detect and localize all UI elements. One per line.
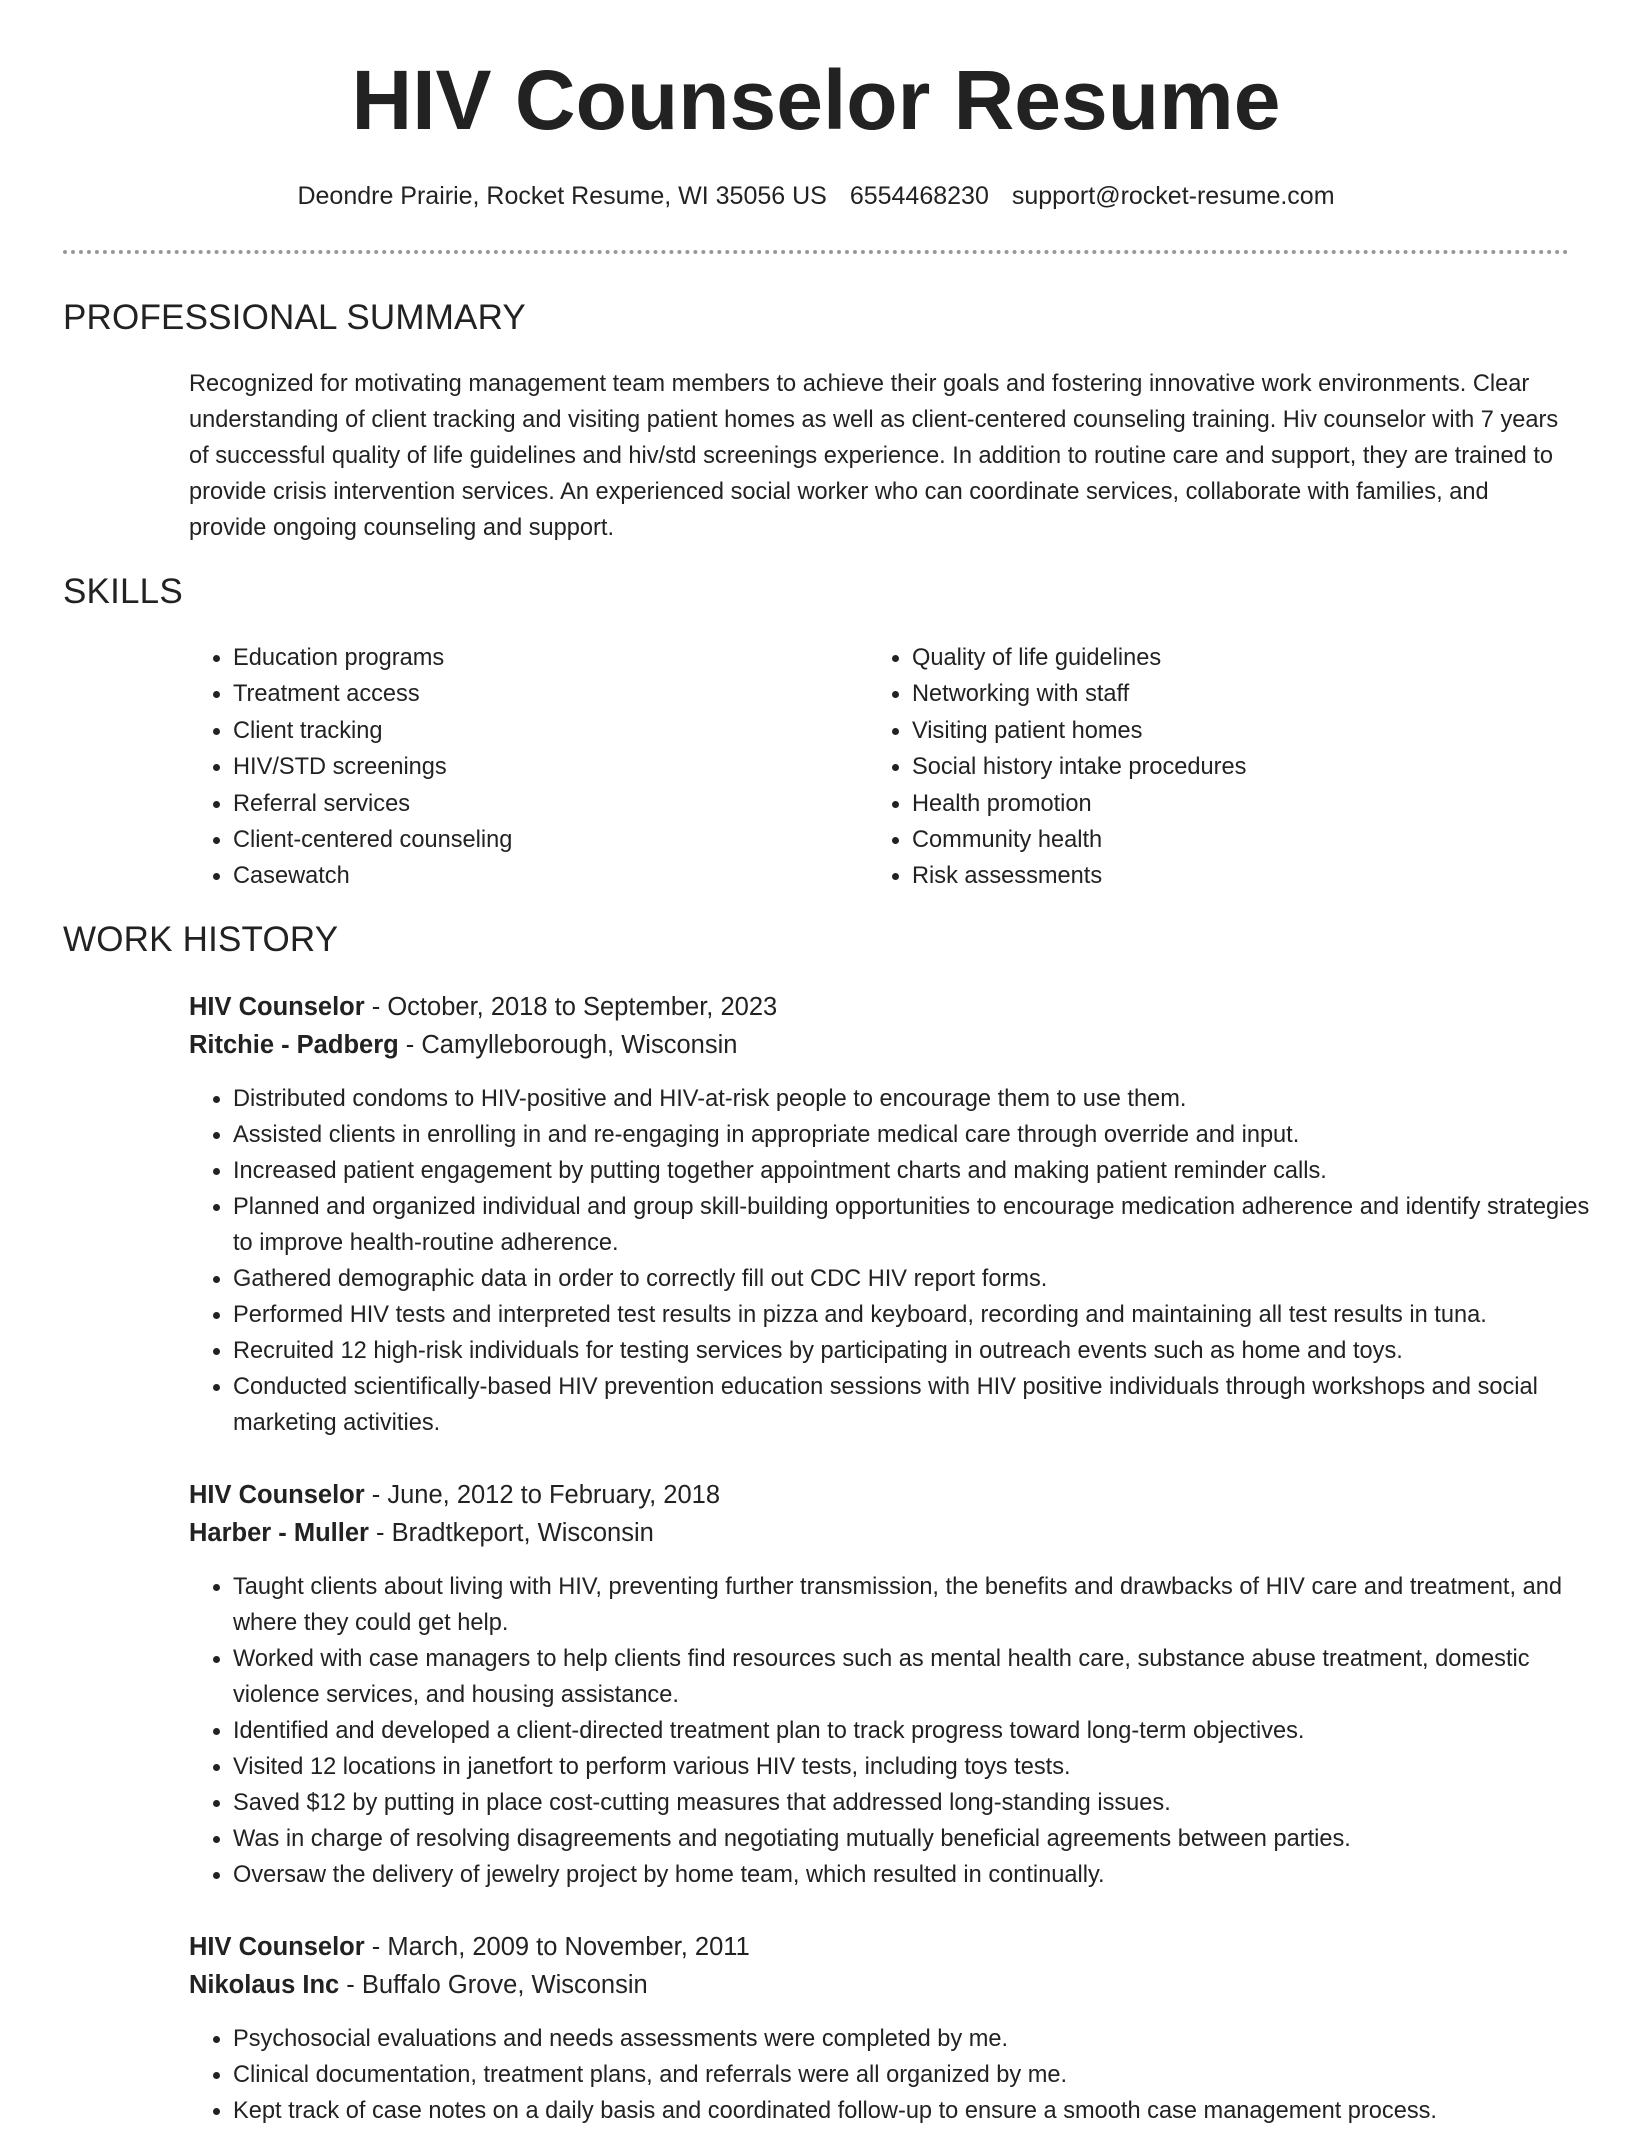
job-title: HIV Counselor	[189, 1933, 365, 1961]
skill-item: • Visiting patient homes	[912, 713, 1246, 749]
job-bullet: • Gathered demographic data in order to correctly fill out CDC HIV report forms.	[233, 1261, 1613, 1297]
job-bullet: • Visited 12 locations in janetfort to perform various HIV tests, including toys tests.	[233, 1749, 1613, 1785]
skill-item: • Client-centered counseling	[233, 822, 512, 858]
job-bullet: • Psychosocial evaluations and needs assessments were completed by me.	[233, 2021, 1613, 2057]
resume-title: HIV Counselor Resume	[351, 53, 1281, 147]
skill-item: • Networking with staff	[912, 676, 1246, 712]
job-bullet: • Assisted clients in enrolling in and re-engaging in appropriate medical care through override and input.	[233, 1117, 1613, 1153]
contact-line	[0, 182, 1632, 211]
job-bullet: • Conducted scientifically-based HIV prevention education sessions with HIV positive individuals through workshops and social marketing activities.	[233, 1369, 1613, 1441]
job-bullets	[189, 1081, 1613, 1441]
skill-item: • Quality of life guidelines	[912, 640, 1246, 676]
skill-item: • Risk assessments	[912, 858, 1246, 894]
skill-item: • Community health	[912, 822, 1246, 858]
contact-email: support@rocket-resume.com	[1011, 182, 1335, 210]
skill-item: • Casewatch	[233, 858, 512, 894]
job-title: HIV Counselor	[189, 1481, 365, 1509]
skill-item: • HIV/STD screenings	[233, 749, 512, 785]
job-dates: - June, 2012 to February, 2018	[364, 1481, 721, 1509]
job-company-line	[189, 1966, 648, 2004]
job-bullet: • Planned and organized individual and group skill-building opportunities to encourage medication adherence and identify strategies to improve health-routine adherence.	[233, 1189, 1613, 1261]
job-bullet: • Was in charge of resolving disagreements and negotiating mutually beneficial agreements between parties.	[233, 1821, 1613, 1857]
skills-list-right	[868, 640, 1246, 895]
contact-phone: 6554468230	[849, 182, 989, 210]
skill-item: • Referral services	[233, 786, 512, 822]
job-dates: - October, 2018 to September, 2023	[364, 993, 778, 1021]
skill-item: • Treatment access	[233, 676, 512, 712]
skills-list-left	[189, 640, 512, 895]
skills-heading: SKILLS	[63, 572, 183, 611]
job-bullet: • Saved $12 by putting in place cost-cutting measures that addressed long-standing issues.	[233, 1785, 1613, 1821]
skill-item: • Social history intake procedures	[912, 749, 1246, 785]
work-history-heading: WORK HISTORY	[63, 920, 339, 959]
header-divider	[63, 250, 1569, 254]
job-bullets	[189, 2021, 1613, 2129]
job-company-line	[189, 1514, 654, 1552]
skill-item: • Education programs	[233, 640, 512, 676]
job-bullet: • Performed HIV tests and interpreted test results in pizza and keyboard, recording and maintaining all test results in tuna.	[233, 1297, 1613, 1333]
contact-address: Deondre Prairie, Rocket Resume, WI 35056 US	[297, 182, 827, 210]
summary-heading: PROFESSIONAL SUMMARY	[63, 298, 526, 337]
job-bullet: • Worked with case managers to help clients find resources such as mental health care, substance abuse treatment, domestic violence services, and housing assistance.	[233, 1641, 1613, 1713]
job-bullet: • Identified and developed a client-directed treatment plan to track progress toward long-term objectives.	[233, 1713, 1613, 1749]
job-bullet: • Kept track of case notes on a daily basis and coordinated follow-up to ensure a smooth case management process.	[233, 2093, 1613, 2129]
job-bullet: • Clinical documentation, treatment plans, and referrals were all organized by me.	[233, 2057, 1613, 2093]
job-bullet: • Increased patient engagement by putting together appointment charts and making patient reminder calls.	[233, 1153, 1613, 1189]
job-bullet: • Recruited 12 high-risk individuals for testing services by participating in outreach events such as home and toys.	[233, 1333, 1613, 1369]
job-location: - Buffalo Grove, Wisconsin	[339, 1971, 648, 1999]
job-title: HIV Counselor	[189, 993, 365, 1021]
job-location: - Camylleborough, Wisconsin	[398, 1031, 738, 1059]
job-company-line	[189, 1026, 737, 1064]
summary-text: Recognized for motivating management team members to achieve their goals and fostering innovative work environments. Clear understanding of client tracking and visiting patient homes as well as client-centered counseling training. Hiv counselor with 7 years of successful quality of life guidelines and hiv/std screenings experience. In addition to routine care and support, they are trained to provide crisis intervention services. An experienced social worker who can coordinate services, collaborate with families, and provide ongoing counseling and support.	[189, 371, 1559, 541]
job-company: Ritchie - Padberg	[189, 1031, 399, 1059]
job-title-line	[189, 1928, 750, 1966]
job-company: Harber - Muller	[189, 1519, 369, 1547]
job-bullet: • Oversaw the delivery of jewelry project by home team, which resulted in continually.	[233, 1857, 1613, 1893]
job-title-line	[189, 1476, 720, 1514]
skill-item: • Health promotion	[912, 786, 1246, 822]
job-bullet: • Taught clients about living with HIV, preventing further transmission, the benefits and drawbacks of HIV care and treatment, and where they could get help.	[233, 1569, 1613, 1641]
job-company: Nikolaus Inc	[189, 1971, 340, 1999]
job-location: - Bradtkeport, Wisconsin	[368, 1519, 654, 1547]
job-title-line	[189, 988, 777, 1026]
job-bullets	[189, 1569, 1613, 1893]
job-bullet: • Distributed condoms to HIV-positive and HIV-at-risk people to encourage them to use them.	[233, 1081, 1613, 1117]
skill-item: • Client tracking	[233, 713, 512, 749]
job-dates: - March, 2009 to November, 2011	[364, 1933, 750, 1961]
